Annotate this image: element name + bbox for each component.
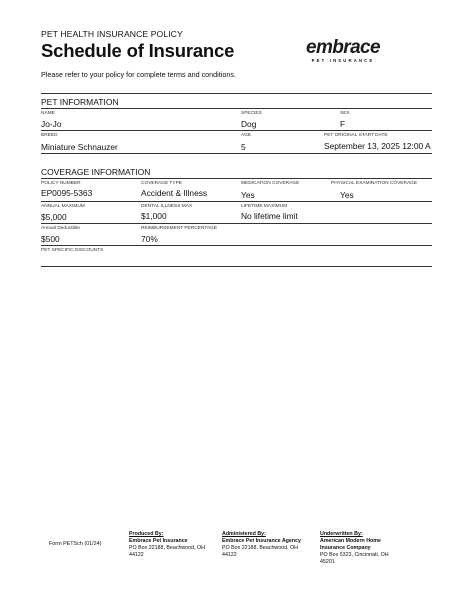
produced-by-zip: 44122 xyxy=(129,552,144,558)
annual-max-value: $5,000 xyxy=(41,212,67,222)
logo-tagline: PET INSURANCE xyxy=(311,58,375,63)
policy-number-value: EP0095-5363 xyxy=(41,188,93,198)
sex-label: SEX xyxy=(340,111,350,116)
section-divider xyxy=(41,93,432,94)
reimbursement-label: REIMBURSEMENT PERCENTAGE xyxy=(141,226,218,231)
coverage-type-value: Accident & Illness xyxy=(141,188,208,198)
row-divider xyxy=(41,245,432,246)
produced-by-heading: Produced By: xyxy=(129,531,164,537)
age-value: 5 xyxy=(241,142,246,152)
administered-by-block xyxy=(222,531,301,559)
form-identifier: Form PETSch (01/24) xyxy=(49,541,102,547)
row-divider xyxy=(41,153,432,154)
administered-by-address: PO Box 22188, Beachwood, OH xyxy=(222,545,298,551)
coverage-info-title: COVERAGE INFORMATION xyxy=(41,167,151,177)
deductible-value: $500 xyxy=(41,234,60,244)
produced-by-address: PO Box 22188, Beachwood, OH xyxy=(129,545,205,551)
logo-wordmark: embrace xyxy=(306,37,380,58)
reimbursement-value: 70% xyxy=(141,234,158,244)
row-divider xyxy=(41,130,432,131)
species-label: SPECIES xyxy=(241,111,262,116)
underwritten-by-name: American Modern Home xyxy=(320,538,381,544)
breed-value: Miniature Schnauzer xyxy=(41,142,118,152)
produced-by-name: Embrace Pet Insurance xyxy=(129,538,188,544)
row-divider xyxy=(41,223,432,224)
administered-by-name: Embrace Pet Insurance Agency xyxy=(222,538,301,544)
name-label: NAME xyxy=(41,111,55,116)
deductible-label: Annual Deductible xyxy=(41,226,80,231)
row-divider xyxy=(41,201,432,202)
policy-pre-title: PET HEALTH INSURANCE POLICY xyxy=(41,29,183,39)
page-title: Schedule of Insurance xyxy=(41,40,235,61)
administered-by-zip: 44122 xyxy=(222,552,237,558)
pet-name-value: Jo-Jo xyxy=(41,119,62,129)
administered-by-heading: Administered By: xyxy=(222,531,266,537)
dental-max-label: DENTAL ILLNESS MAX xyxy=(141,204,193,209)
underwritten-by-zip: 45201 xyxy=(320,559,335,565)
underwritten-by-heading: Underwritten By: xyxy=(320,531,363,537)
medication-label: MEDICATION COVERAGE xyxy=(241,181,300,186)
section-divider xyxy=(41,108,432,109)
pet-discounts-label: PET SPECIFIC DISCOUNTS xyxy=(41,248,104,253)
lifetime-max-label: LIFETIME MAXIMUM xyxy=(241,204,288,209)
annual-max-label: ANNUAL MAXIMUM xyxy=(41,204,85,209)
lifetime-max-value: No lifetime limit xyxy=(241,211,298,221)
produced-by-block xyxy=(129,531,205,559)
breed-label: BREED xyxy=(41,133,58,138)
policy-number-label: POLICY NUMBER xyxy=(41,181,81,186)
page-subtitle: Please refer to your policy for complete terms and conditions. xyxy=(41,70,236,79)
age-label: AGE xyxy=(241,133,252,138)
sex-value: F xyxy=(340,119,346,129)
medication-value: Yes xyxy=(241,190,255,200)
embrace-logo xyxy=(303,38,383,63)
underwritten-by-name-cont: Insurance Company xyxy=(320,545,371,551)
underwritten-by-address: PO Box 5323, Cincinnati, OH xyxy=(320,552,389,558)
dental-max-value: $1,000 xyxy=(141,211,167,221)
physical-exam-label: PHYSICAL EXAMINATION COVERAGE xyxy=(331,181,418,186)
physical-exam-value: Yes xyxy=(340,190,354,200)
pet-info-title: PET INFORMATION xyxy=(41,97,119,107)
species-value: Dog xyxy=(241,119,257,129)
underwritten-by-block xyxy=(320,531,389,566)
start-date-label: PET ORIGINAL START DATE xyxy=(324,133,388,138)
section-divider xyxy=(41,178,432,179)
coverage-type-label: COVERAGE TYPE xyxy=(141,181,182,186)
start-date-value: September 13, 2025 12:00 A xyxy=(324,141,431,151)
row-divider xyxy=(41,266,432,267)
